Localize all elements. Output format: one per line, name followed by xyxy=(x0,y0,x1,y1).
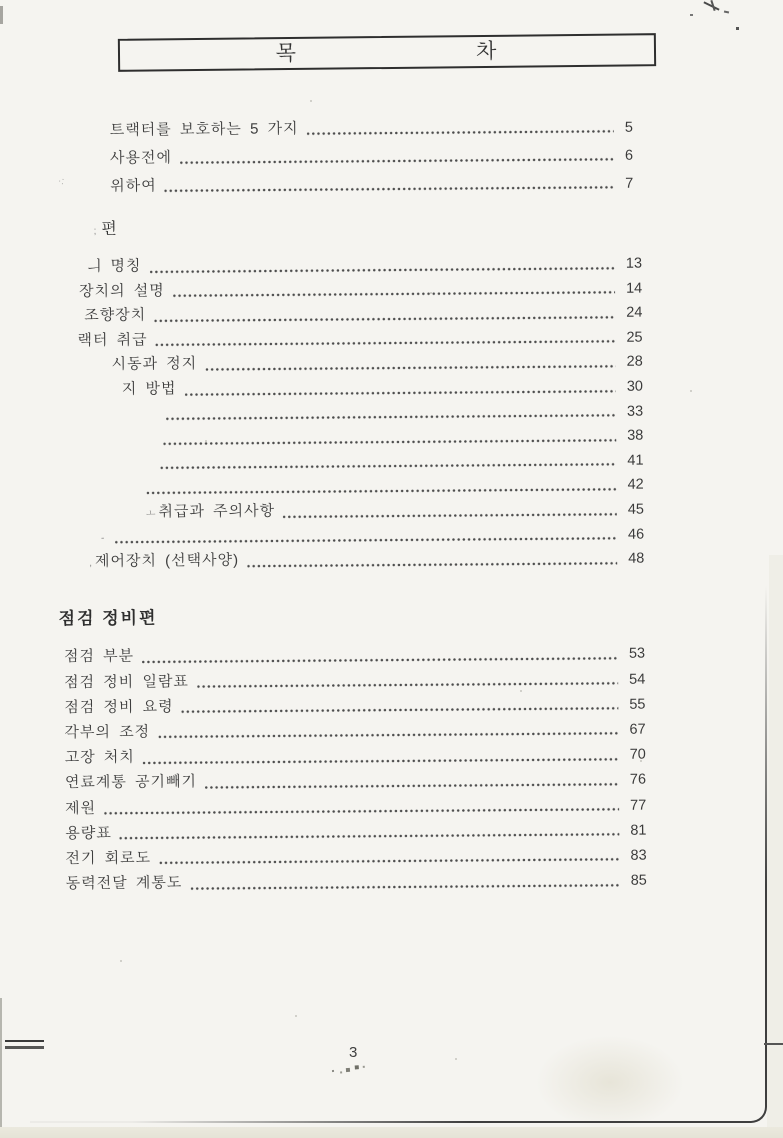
scan-speck xyxy=(120,960,122,962)
folio-page-number: 3 xyxy=(349,1044,358,1061)
scan-edge-tick xyxy=(764,1043,783,1045)
scan-speck xyxy=(310,100,312,102)
scan-cutoff-mark: ·: xyxy=(57,175,65,188)
page-ref: 42 xyxy=(627,477,644,494)
scanner-bed-band xyxy=(0,1127,783,1138)
page-ref: 13 xyxy=(625,255,643,272)
page-ref: 53 xyxy=(628,645,646,663)
toc-section-header: ; 편 xyxy=(94,216,782,243)
page-ref: 48 xyxy=(628,550,645,567)
page-ref: 6 xyxy=(624,147,634,164)
page-ref: 77 xyxy=(630,797,647,814)
toc-entry-label xyxy=(139,496,145,497)
page-ref: 25 xyxy=(626,329,643,346)
scan-cutoff-mark: ; xyxy=(93,225,99,237)
page-ref: 45 xyxy=(627,501,644,518)
toc-entry-label: 트랙터를 보호하는 5 가지 xyxy=(109,119,299,139)
toc-section-intro xyxy=(0,106,781,196)
toc-entry-label: 점검 부분 xyxy=(63,647,135,666)
toc-entry xyxy=(110,107,663,139)
page-ref: 70 xyxy=(629,746,646,763)
page-ref: 83 xyxy=(630,847,647,864)
scan-scribble-mark xyxy=(710,0,715,11)
page-ref: 85 xyxy=(630,872,647,889)
toc-entry xyxy=(110,135,663,167)
toc-entry-label: 각부의 조정 xyxy=(64,723,151,742)
scan-speck xyxy=(455,1058,457,1060)
scan-edge-fade xyxy=(753,545,769,885)
page-ref: 67 xyxy=(629,721,646,738)
toc-entry-label: 제어장치 (선택사양) xyxy=(94,551,240,571)
dot-leader xyxy=(184,389,615,395)
toc-title-right: 차 xyxy=(475,39,499,64)
toc-entry-label: 고장 처치 xyxy=(64,748,135,767)
dot-leader xyxy=(180,158,614,164)
page-ref: 38 xyxy=(627,427,644,444)
toc-title-left: 목 xyxy=(275,41,299,66)
scan-speck xyxy=(205,440,207,442)
scan-speck xyxy=(430,292,432,294)
page-ref: 24 xyxy=(626,304,643,321)
page-ref: 14 xyxy=(625,280,643,297)
dot-leader xyxy=(165,186,615,193)
scan-edge-fade xyxy=(20,1114,470,1124)
scan-speck xyxy=(736,27,739,30)
toc-entry-label: 지 방법 xyxy=(121,380,177,398)
scan-cutoff-mark: ㅗ xyxy=(145,507,156,520)
scan-speck xyxy=(640,760,642,762)
page-ref: 30 xyxy=(626,378,644,395)
scan-page-edge-shadow xyxy=(767,555,783,1138)
dot-leader xyxy=(307,130,614,135)
dot-leader xyxy=(205,365,615,371)
page-ref: 76 xyxy=(629,771,647,789)
scan-left-edge-line xyxy=(0,998,2,1138)
toc-entry-label: 사용전에 xyxy=(109,148,173,167)
toc-entry-label: 취급과 주의사항 xyxy=(158,502,276,521)
toc-entry-label: 점검 정비 요령 xyxy=(64,698,174,716)
toc-section-operation xyxy=(0,246,783,572)
scan-cutoff-mark: , xyxy=(89,557,93,569)
scan-left-edge-dash xyxy=(0,6,3,24)
page-ref: 7 xyxy=(625,175,634,192)
scan-scribble-mark xyxy=(724,11,729,14)
page-ref: 5 xyxy=(624,119,633,136)
toc-entry-label: 제원 xyxy=(65,799,97,817)
binding-mark xyxy=(5,1046,44,1049)
dot-leader xyxy=(283,512,617,518)
dot-leader xyxy=(173,291,615,297)
page-ref: 54 xyxy=(629,671,646,688)
scan-cutoff-mark: - xyxy=(100,532,105,544)
page-ref: 81 xyxy=(630,822,647,839)
toc-entry-label: 위하여 xyxy=(110,176,157,195)
scan-speck xyxy=(520,690,522,692)
toc-entry-label: 전기 회로도 xyxy=(65,849,152,868)
toc-entry-label: 용량표 xyxy=(65,824,112,842)
scan-speck xyxy=(690,390,692,392)
toc-entry-label: 조향장치 xyxy=(84,306,147,325)
page-ref: 33 xyxy=(626,403,644,420)
toc-entry-label: 점검 정비 일람표 xyxy=(64,672,189,691)
toc-entry-label: 장치의 설명 xyxy=(78,282,165,300)
toc-section-header: 점검 정비편 xyxy=(58,608,158,628)
scan-page-edge-line xyxy=(30,551,767,1123)
toc-entry-label: 랙터 취급 xyxy=(77,331,148,349)
binding-mark xyxy=(5,1040,44,1042)
page-ref: 55 xyxy=(629,696,646,713)
toc-entry-label: 동력전달 계통도 xyxy=(65,874,183,893)
toc-entry-label: ㅢ 명칭 xyxy=(86,257,142,276)
toc-entry-label: 시동과 정지 xyxy=(111,355,198,374)
toc-entry xyxy=(110,163,663,195)
scan-speck xyxy=(295,1015,297,1017)
toc-entry-label: 연료계통 공기빼기 xyxy=(64,773,198,792)
toc-title-box xyxy=(118,33,656,72)
page-ref: 41 xyxy=(627,452,644,469)
page-ref: 28 xyxy=(626,354,643,371)
scan-scribble-mark xyxy=(690,14,693,16)
page-ref: 46 xyxy=(627,526,645,543)
